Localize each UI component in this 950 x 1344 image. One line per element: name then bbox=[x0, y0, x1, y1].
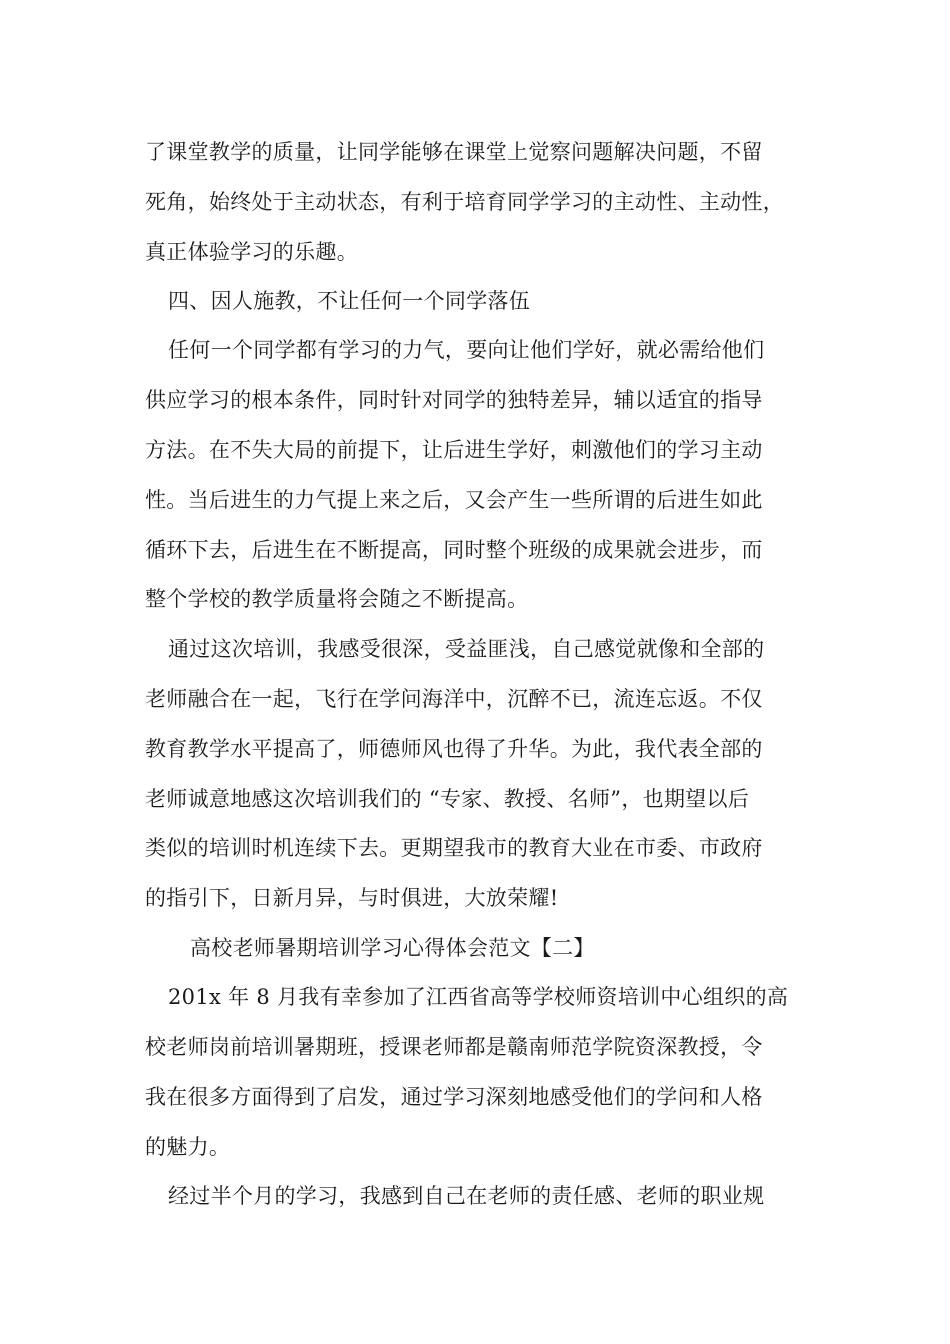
text-line: 整个学校的教学质量将会随之不断提高。 bbox=[145, 587, 529, 611]
text-line: 我在很多方面得到了启发，通过学习深刻地感受他们的学问和人格 bbox=[145, 1085, 763, 1109]
text-line: 真正体验学习的乐趣。 bbox=[145, 240, 358, 264]
text-line: 供应学习的根本条件，同时针对同学的独特差异，辅以适宜的指导 bbox=[145, 388, 763, 412]
text-line: 死角，始终处于主动状态，有利于培育同学学习的主动性、主动性， bbox=[145, 190, 784, 214]
text-line: 的指引下，日新月异，与时俱进，大放荣耀! bbox=[145, 886, 559, 910]
text-line: 老师融合在一起，飞行在学问海洋中，沉醉不已，流连忘返。不仅 bbox=[145, 687, 763, 711]
text-line: 教育教学水平提高了，师德师风也得了升华。为此，我代表全部的 bbox=[145, 737, 763, 761]
text-line: 任何一个同学都有学习的力气，要向让他们学好，就必需给他们 bbox=[168, 338, 765, 362]
text-line: 方法。在不失大局的前提下，让后进生学好，刺激他们的学习主动 bbox=[145, 438, 763, 462]
text-line: 经过半个月的学习，我感到自己在老师的责任感、老师的职业规 bbox=[168, 1184, 765, 1208]
text-line: 了课堂教学的质量，让同学能够在课堂上觉察问题解决问题，不留 bbox=[145, 140, 763, 164]
text-line: 性。当后进生的力气提上来之后，又会产生一些所谓的后进生如此 bbox=[145, 488, 763, 512]
text-line: 老师诚意地感这次培训我们的 “专家、教授、名师”，也期望以后 bbox=[145, 787, 750, 811]
text-line: 循环下去，后进生在不断提高，同时整个班级的成果就会进步，而 bbox=[145, 538, 763, 562]
section-heading: 四、因人施教，不让任何一个同学落伍 bbox=[168, 289, 531, 313]
text-line: 类似的培训时机连续下去。更期望我市的教育大业在市委、市政府 bbox=[145, 836, 763, 860]
text-line: 201x 年 8 月我有幸参加了江西省高等学校师资培训中心组织的高 bbox=[168, 985, 789, 1009]
text-line: 校老师岗前培训暑期班，授课老师都是赣南师范学院资深教授，令 bbox=[145, 1035, 763, 1059]
text-line: 通过这次培训，我感受很深，受益匪浅，自己感觉就像和全部的 bbox=[168, 637, 765, 661]
article-title: 高校老师暑期培训学习心得体会范文【二】 bbox=[190, 936, 595, 960]
text-line: 的魅力。 bbox=[145, 1135, 231, 1159]
